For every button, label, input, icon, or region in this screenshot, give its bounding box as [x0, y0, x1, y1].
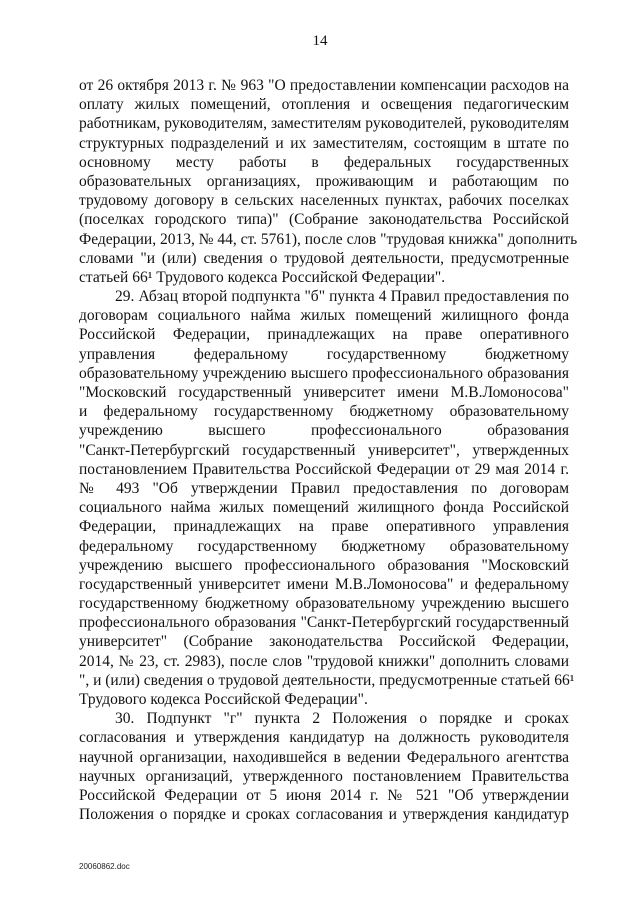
text-line: образовательному учреждению высшего профессионального образования [79, 364, 569, 382]
text-line: научной организации, находившейся в ведении Федерального агентства [79, 748, 569, 766]
text-line: образовательных организациях, проживающим и работающим по [79, 172, 569, 190]
text-line: и федеральному государственному бюджетному образовательному [79, 403, 569, 421]
text-line: словами "и (или) сведения о трудовой деятельности, предусмотренные [79, 249, 569, 267]
document-file-code: 20060862.doc [79, 862, 130, 871]
text-line: учреждению высшего профессионального образования [79, 422, 569, 440]
text-line: 29. Абзац второй подпункта "б" пункта 4 Правил предоставления по [115, 288, 569, 306]
text-line: основному месту работы в федеральных государственных [79, 153, 569, 171]
page-number: 14 [312, 33, 328, 49]
text-line: № 493 "Об утверждении Правил предоставления по договорам [79, 479, 569, 497]
text-line: оплату жилых помещений, отопления и освещения педагогическим [79, 96, 569, 114]
text-line: учреждению высшего профессионального образования "Московский [79, 556, 569, 574]
text-line: 30. Подпункт "г" пункта 2 Положения о порядке и сроках [115, 710, 569, 728]
text-line: согласования и утверждения кандидатур на должность руководителя [79, 729, 569, 747]
text-line: Российской Федерации от 5 июня 2014 г. № 521 "Об утверждении [79, 786, 569, 804]
text-line: Федерации, принадлежащих на праве оперативного управления [79, 518, 569, 536]
text-line: управления федеральному государственному бюджетному [79, 345, 569, 363]
text-line: 2014, № 23, ст. 2983), после слов "трудовой книжки" дополнить словами [79, 652, 569, 670]
document-body [79, 76, 578, 824]
text-line: от 26 октября 2013 г. № 963 "О предоставлении компенсации расходов на [79, 77, 569, 94]
text-line: работникам, руководителям, заместителям руководителей, руководителям [79, 115, 569, 133]
text-line: университет" (Собрание законодательства Российской Федерации, [79, 633, 569, 651]
text-line: профессионального образования "Санкт-Петербургский государственный [79, 614, 569, 632]
text-line: договорам социального найма жилых помещений жилищного фонда [79, 307, 569, 325]
text-line: структурных подразделений и их заместителям, состоящим в штате по [79, 134, 569, 152]
text-line: (поселках городского типа)" (Собрание законодательства Российской [79, 211, 569, 229]
text-line: статьей 66¹ Трудового кодекса Российской Федерации". [79, 268, 446, 286]
text-line: социального найма жилых помещений жилищного фонда Российской [79, 499, 569, 517]
text-line: государственный университет имени М.В.Ломоносова" и федеральному [79, 575, 569, 593]
text-line: "Московский государственный университет имени М.В.Ломоносова" [79, 384, 569, 401]
text-line: ", и (или) сведения о трудовой деятельности, предусмотренные статьей 66¹ [79, 671, 575, 689]
text-line: "Санкт-Петербургский государственный университет", утвержденных [79, 441, 569, 459]
text-line: постановлением Правительства Российской Федерации от 29 мая 2014 г. [79, 460, 569, 478]
text-line: государственному бюджетному образовательному учреждению высшего [79, 595, 569, 613]
text-line: Российской Федерации, принадлежащих на праве оперативного [79, 326, 569, 344]
text-line: Положения о порядке и сроках согласования и утверждения кандидатур [79, 806, 569, 824]
text-line: научных организаций, утвержденного постановлением Правительства [79, 767, 569, 785]
text-line: федеральному государственному бюджетному образовательному [79, 537, 569, 555]
text-line: трудовому договору в сельских населенных пунктах, рабочих поселках [79, 192, 569, 210]
text-line: Трудового кодекса Российской Федерации". [79, 691, 368, 708]
text-line: Федерации, 2013, № 44, ст. 5761), после слов "трудовая книжка" дополнить [79, 230, 578, 248]
